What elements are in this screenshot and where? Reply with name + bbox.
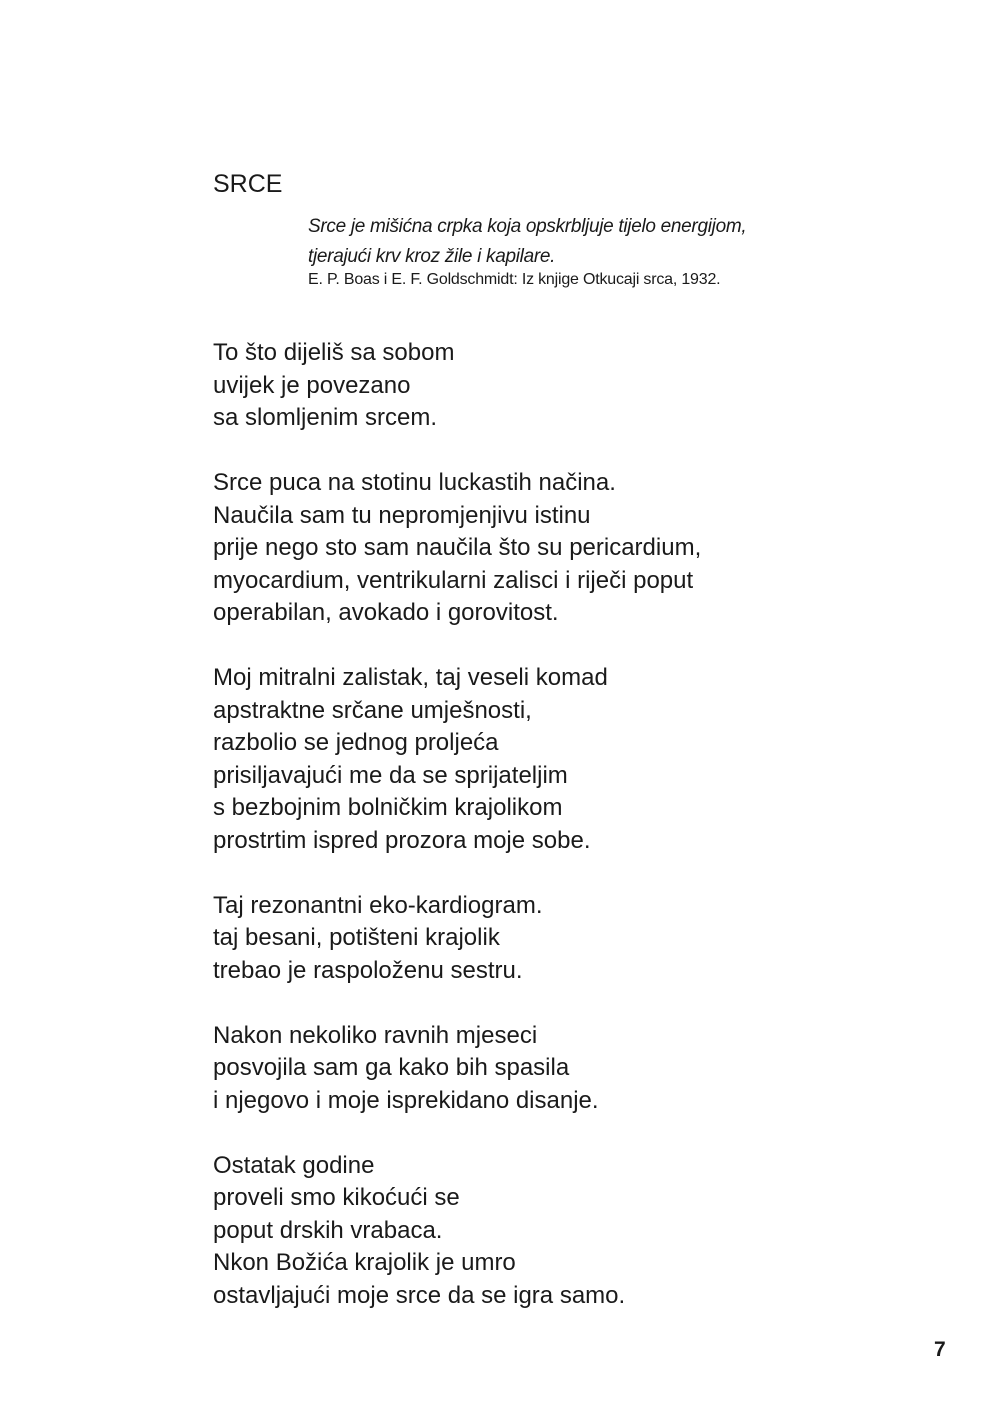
poem-line: Nakon nekoliko ravnih mjeseci [213, 1021, 538, 1049]
poem-line: sa slomljenim srcem. [213, 404, 438, 431]
poem-line: proveli smo kikoćući se [213, 1184, 460, 1211]
stanza [213, 1150, 701, 1313]
poem-line: poput drskih vrabaca. [213, 1216, 443, 1244]
poem-line: Srce puca na stotinu luckastih načina. [213, 469, 616, 496]
stanza [213, 467, 701, 630]
epigraph-line: tjerajući krv kroz žile i kapilare. [308, 246, 556, 267]
poem-line: razbolio se jednog proljeća [213, 729, 499, 756]
poem-line: uvijek je povezano [213, 371, 411, 399]
poem-line: i njegovo i moje isprekidano disanje. [213, 1086, 599, 1114]
stanza [213, 890, 701, 988]
epigraph-citation: E. P. Boas i E. F. Goldschmidt: Iz knjige Otkucaji srca, 1932. [308, 271, 721, 288]
poem-line: prisiljavajući me da se sprijateljim [213, 761, 568, 789]
epigraph-line: Srce je mišićna crpka koja opskrbljuje tijelo energijom, [308, 216, 747, 237]
poem-body [213, 337, 701, 1345]
poem-title: SRCE [213, 170, 283, 198]
poem-line: prije nego sto sam naučila što su pericardium, [213, 534, 702, 561]
poem-line: taj besani, potišteni krajolik [213, 924, 500, 951]
poem-line: trebao je raspoloženu sestru. [213, 956, 523, 984]
poem-line: ostavljajući moje srce da se igra samo. [213, 1281, 626, 1309]
poem-line: Taj rezonantni eko-kardiogram. [213, 891, 543, 919]
poem-line: posvojila sam ga kako bih spasila [213, 1054, 570, 1081]
poem-line: myocardium, ventrikularni zalisci i riječi poput [213, 566, 694, 594]
page-number: 7 [934, 1338, 946, 1361]
stanza [213, 337, 701, 435]
poem-line: Naučila sam tu nepromjenjivu istinu [213, 501, 591, 529]
poem-line: To što dijeliš sa sobom [213, 339, 455, 366]
poem-line: prostrtim ispred prozora moje sobe. [213, 826, 591, 854]
poem-line: Ostatak godine [213, 1151, 375, 1179]
poem-line: Nkon Božića krajolik je umro [213, 1249, 516, 1276]
poem-line: s bezbojnim bolničkim krajolikom [213, 794, 563, 821]
poem-line: Moj mitralni zalistak, taj veseli komad [213, 664, 608, 691]
stanza [213, 1020, 701, 1118]
epigraph [308, 212, 746, 272]
stanza [213, 662, 701, 857]
poem-line: apstraktne srčane umješnosti, [213, 696, 532, 724]
poem-line: operabilan, avokado i gorovitost. [213, 599, 559, 626]
